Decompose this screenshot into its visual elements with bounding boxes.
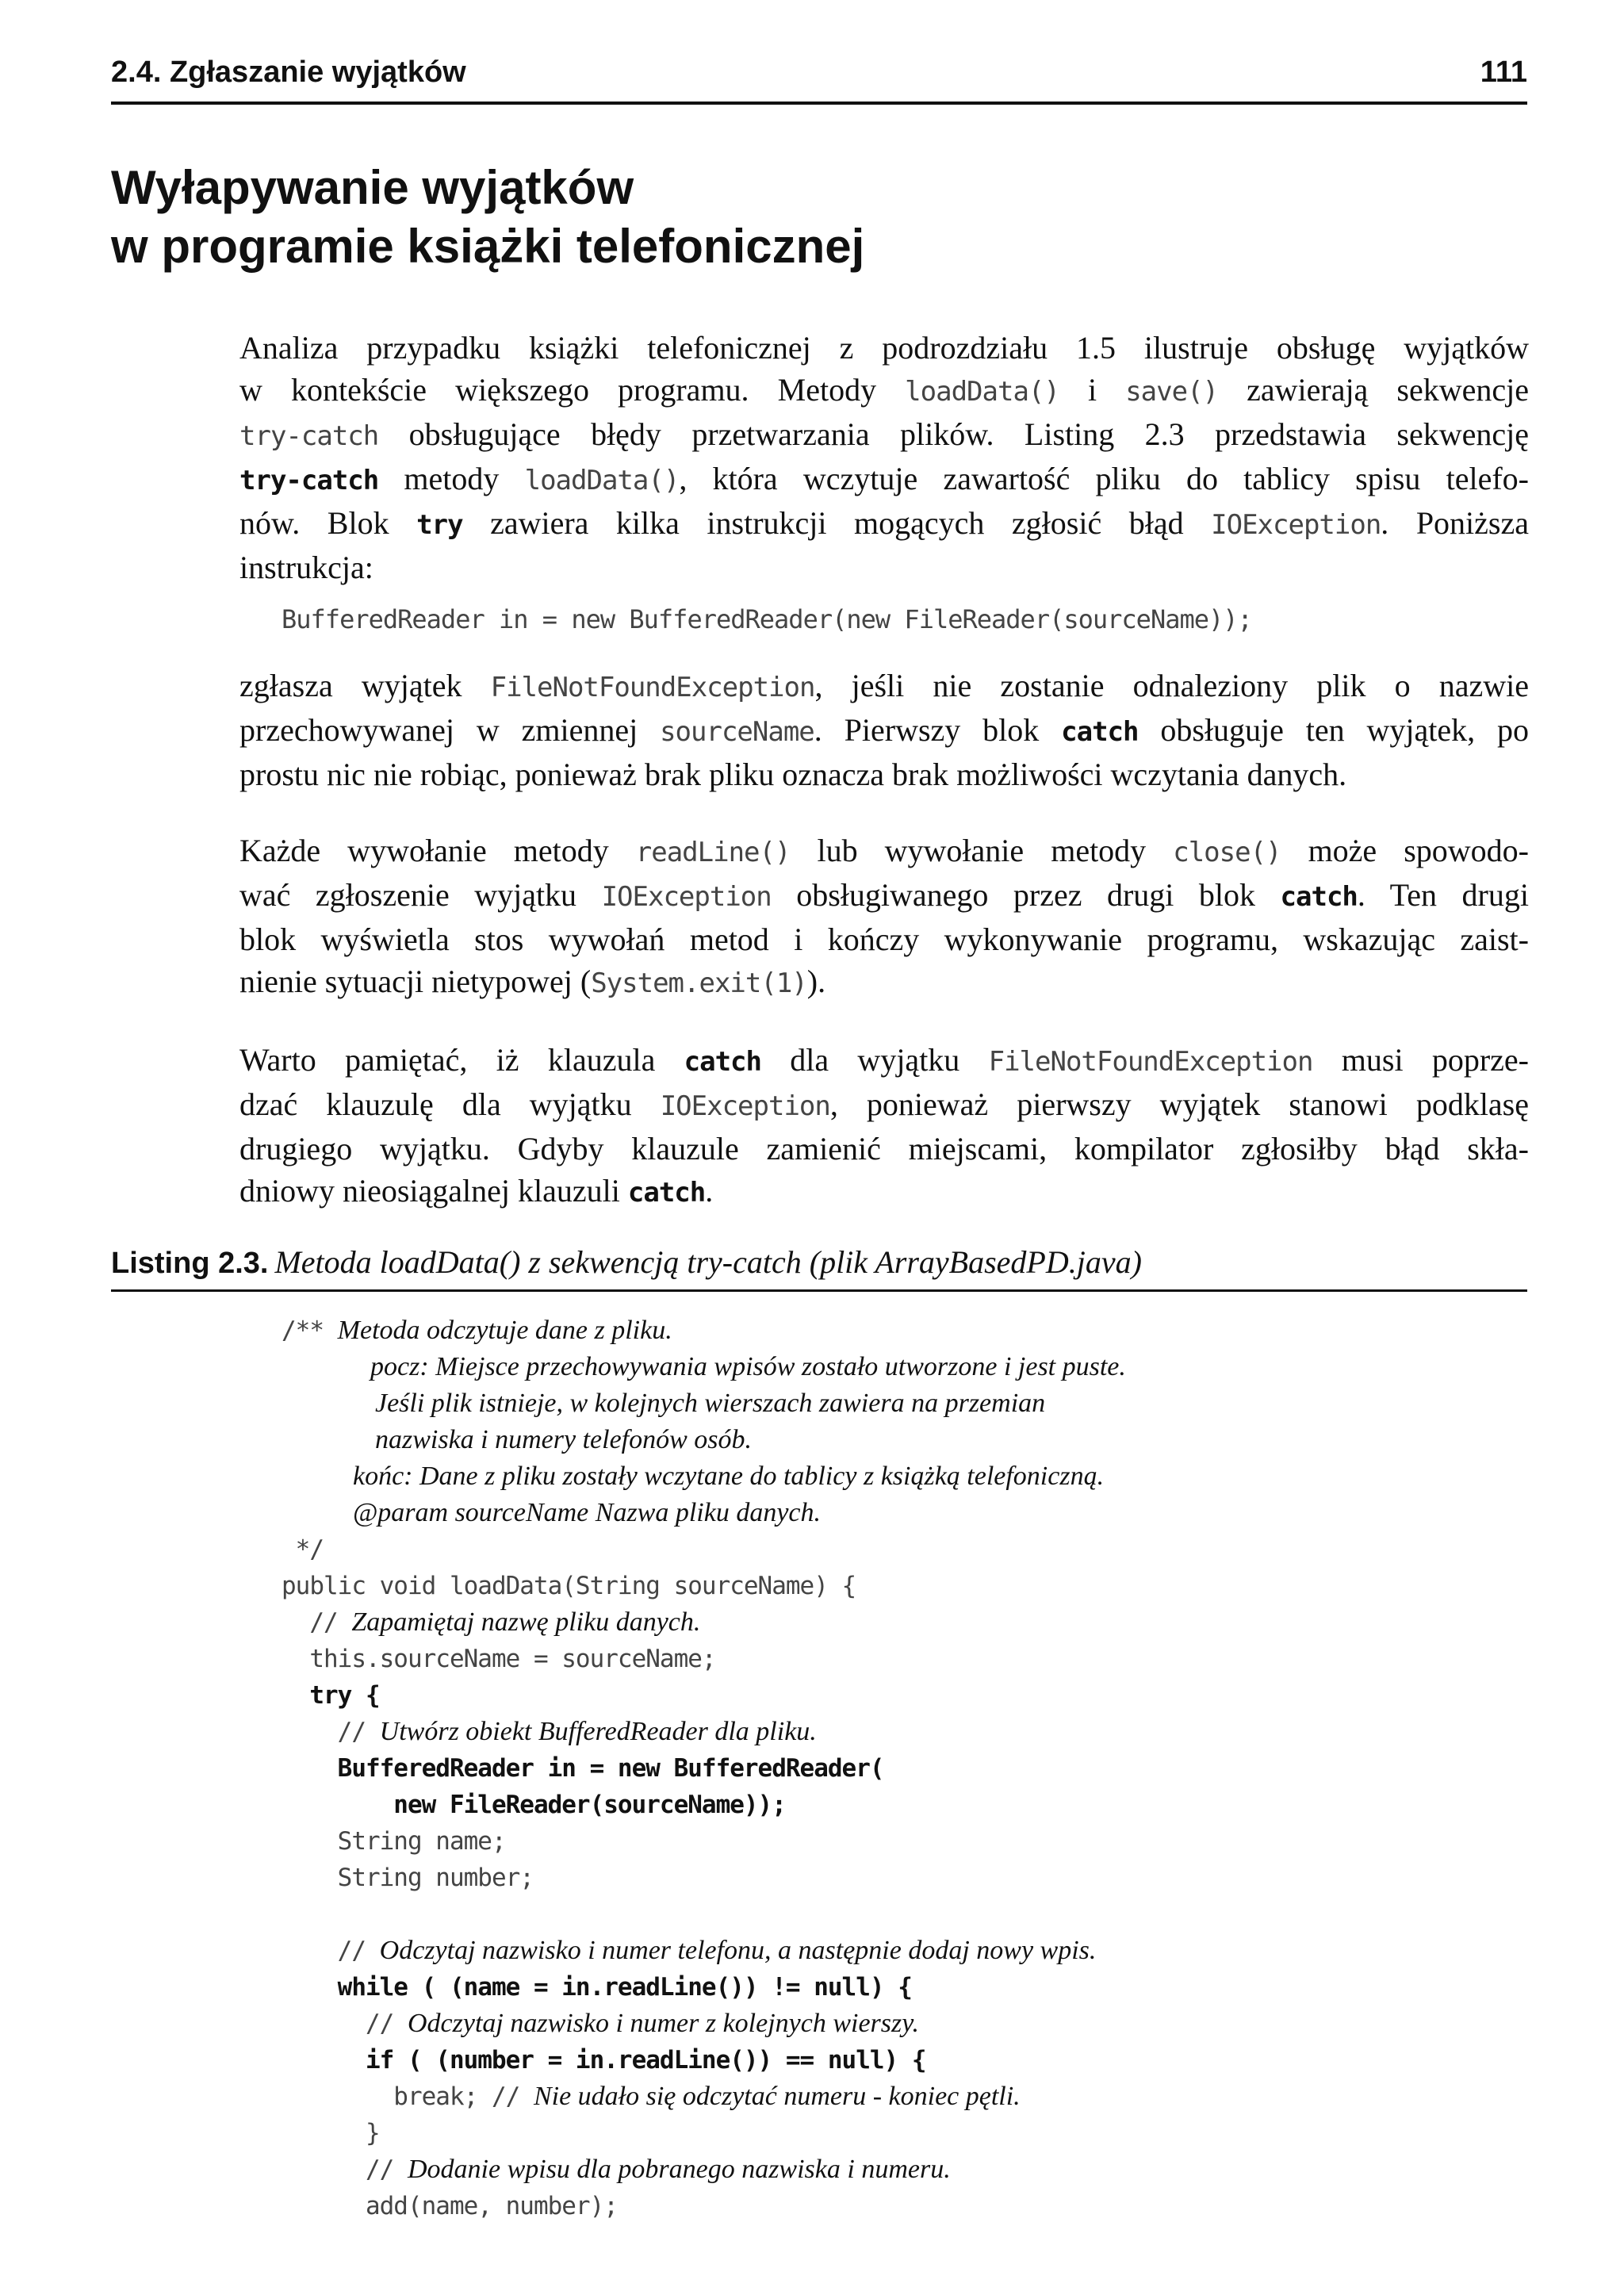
code-comment: końc: Dane z pliku zostały wczytane do tablicy z książką telefoniczną. (353, 1462, 1105, 1491)
inline-code-bold: catch (684, 1046, 761, 1078)
listing-caption (111, 1243, 1527, 1292)
code-comment: Odczytaj nazwisko i numer telefonu, a następnie dodaj nowy wpis. (379, 1936, 1097, 1965)
paragraph-3 (239, 829, 1529, 1005)
inline-code: System.exit(1) (591, 967, 807, 999)
code-listing (282, 1312, 1519, 2224)
text-line: Warto pamiętać, iż klauzula catch dla wyjątku FileNotFoundException musi poprze- (239, 1042, 1529, 1078)
code-line (282, 1495, 1519, 1531)
text-line: Każde wywołanie metody readLine() lub wywołanie metody close() może spowodo- (239, 833, 1530, 868)
code-line: break; // Nie udało się odczytać numeru - koniec pętli. (282, 2082, 1021, 2111)
code-line (282, 1349, 1519, 1385)
inline-code: close() (1173, 837, 1281, 868)
code-line: try { (282, 1681, 380, 1710)
section-title: 2.4. Zgłaszanie wyjątków (111, 56, 466, 89)
text-line: try-catch metody loadData(), która wczytuje zawartość pliku do tablicy spisu telefo- (239, 461, 1529, 496)
text-line: nienie sytuacji nietypowej (System.exit(1)). (239, 964, 826, 999)
code-comment: Nie udało się odczytać numeru - koniec pętli. (533, 2082, 1021, 2111)
code-line (282, 1385, 1519, 1422)
code-line: // Odczytaj nazwisko i numer telefonu, a następnie dodaj nowy wpis. (282, 1936, 1097, 1965)
code-comment: pocz: Miejsce przechowywania wpisów zostało utworzone i jest puste. (370, 1352, 1126, 1381)
paragraph-2 (239, 665, 1529, 795)
code-line: String name; (282, 1827, 506, 1856)
paragraph-4 (239, 1039, 1529, 1214)
code-line: if ( (number = in.readLine()) == null) { (282, 2046, 926, 2075)
text-line: zgłasza wyjątek FileNotFoundException, jeśli nie zostanie odnaleziony plik o nazwie (239, 668, 1529, 703)
text-line: wać zgłoszenie wyjątku IOException obsługiwanego przez drugi blok catch. Ten drugi (239, 877, 1529, 913)
text-line: Analiza przypadku książki telefonicznej z podrozdziału 1.5 ilustruje obsługę wyjątków (239, 330, 1529, 366)
text-line: instrukcja: (239, 550, 373, 585)
text-line: dzać klauzulę dla wyjątku IOException, ponieważ pierwszy wyjątek stanowi podklasę (239, 1086, 1530, 1122)
text-line: try-catch obsługujące błędy przetwarzania plików. Listing 2.3 przedstawia sekwencję (239, 416, 1529, 452)
inline-code: loadData() (905, 376, 1059, 408)
inline-code-bold: try-catch (239, 465, 379, 496)
code-comment: Metoda odczytuje dane z pliku. (337, 1316, 672, 1345)
code-line: BufferedReader in = new BufferedReader( (282, 1754, 884, 1783)
inline-code: loadData() (524, 465, 680, 496)
code-line: */ (282, 1535, 324, 1564)
inline-code: readLine() (635, 837, 791, 868)
text-line: drugiego wyjątku. Gdyby klauzule zamienić miejscami, kompilator zgłosiłby błąd skła- (239, 1131, 1529, 1167)
code-line: } (282, 2119, 380, 2147)
listing-title: Metoda loadData() z sekwencją try-catch (plik ArrayBasedPD.java) (274, 1244, 1142, 1280)
text-line: w kontekście większego programu. Metody loadData() i save() zawierają sekwencje (239, 372, 1529, 408)
code-line: while ( (name = in.readLine()) != null) { (282, 1973, 912, 2002)
inline-code: FileNotFoundException (988, 1046, 1313, 1078)
code-line (282, 1422, 1519, 1458)
listing-label: Listing 2.3. (111, 1247, 269, 1280)
inline-code-bold: catch (1061, 716, 1139, 748)
code-comment: Jeśli plik istnieje, w kolejnych wierszach zawiera na przemian (375, 1389, 1046, 1418)
code-blank-line (282, 1896, 1519, 1933)
inline-code: IOException (601, 881, 772, 913)
inline-code: FileNotFoundException (490, 672, 815, 703)
text-line: prostu nic nie robiąc, ponieważ brak pliku oznacza brak możliwości wczytania danych. (239, 757, 1347, 792)
code-line: public void loadData(String sourceName) { (282, 1572, 856, 1600)
code-line: // Odczytaj nazwisko i numer z kolejnych wierszy. (282, 2009, 919, 2038)
code-comment: @param sourceName Nazwa pliku danych. (353, 1498, 822, 1527)
code-line: // Utwórz obiekt BufferedReader dla pliku. (282, 1717, 817, 1746)
code-line: this.sourceName = sourceName; (282, 1645, 716, 1673)
text-line: blok wyświetla stos wywołań metod i kończy wykonywanie programu, wskazując zaist- (239, 921, 1529, 957)
inline-code: sourceName (660, 716, 814, 748)
text-line: przechowywanej w zmiennej sourceName. Pierwszy blok catch obsługuje ten wyjątek, po (239, 712, 1529, 748)
code-comment: Utwórz obiekt BufferedReader dla pliku. (379, 1717, 817, 1746)
code-line: // Dodanie wpisu dla pobranego nazwiska i numeru. (282, 2155, 951, 2184)
code-line: add(name, number); (282, 2192, 618, 2220)
code-snippet: BufferedReader in = new BufferedReader(new FileReader(sourceName)); (282, 604, 1252, 634)
code-comment: Dodanie wpisu dla pobranego nazwiska i numeru. (407, 2155, 951, 2184)
code-comment: Zapamiętaj nazwę pliku danych. (351, 1607, 701, 1637)
inline-code-bold: catch (627, 1177, 706, 1209)
chapter-heading (111, 159, 1459, 276)
page-number: 111 (1480, 56, 1527, 89)
code-line (282, 1458, 1519, 1495)
inline-code-bold: try (416, 509, 463, 541)
code-line: /** Metoda odczytuje dane z pliku. (282, 1316, 672, 1345)
code-line: // Zapamiętaj nazwę pliku danych. (282, 1607, 701, 1637)
code-comment: nazwiska i numery telefonów osób. (375, 1425, 753, 1454)
heading-line-2: w programie książki telefonicznej (111, 220, 865, 273)
inline-code-bold: catch (1280, 881, 1358, 913)
code-line: String number; (282, 1864, 534, 1892)
code-line: new FileReader(sourceName)); (282, 1791, 786, 1819)
inline-code: IOException (1211, 509, 1381, 541)
code-comment: Odczytaj nazwisko i numer z kolejnych wierszy. (407, 2009, 919, 2038)
text-line: nów. Blok try zawiera kilka instrukcji mogących zgłosić błąd IOException. Poniższa (239, 505, 1530, 541)
heading-line-1: Wyłapywanie wyjątków (111, 161, 634, 214)
inline-code: IOException (660, 1090, 830, 1122)
inline-code: try-catch (239, 420, 379, 452)
inline-code: save() (1125, 376, 1219, 408)
running-header (111, 52, 1527, 105)
text-line: dniowy nieosiągalnej klauzuli catch. (239, 1173, 714, 1209)
paragraph-1 (239, 327, 1529, 588)
